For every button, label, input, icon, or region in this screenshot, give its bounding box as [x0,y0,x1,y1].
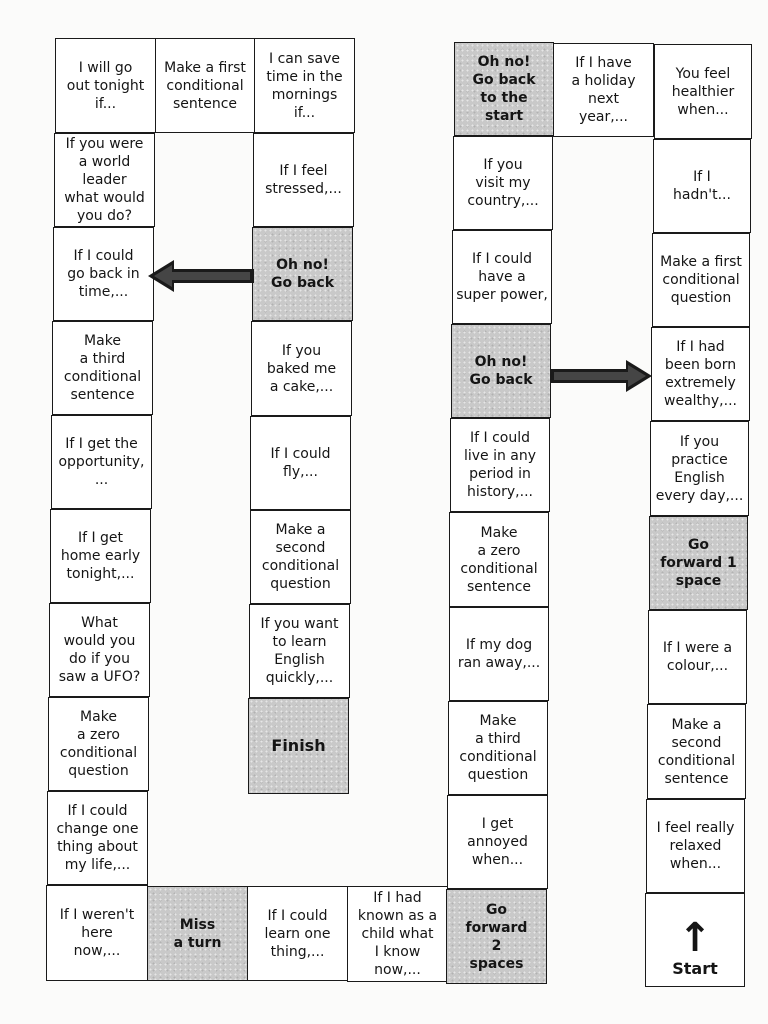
square-text: Go forward 2 spaces [465,901,528,972]
board-square-27[interactable] [553,43,654,137]
square-text: If I could fly,... [270,446,331,480]
square-text: You feel healthier when... [671,65,735,118]
board-square-14[interactable] [251,321,352,416]
square-text: What would you do if you saw a UFO? [58,615,141,685]
board-square-34[interactable] [647,704,746,799]
board-square-9[interactable] [47,791,148,885]
start-square[interactable] [645,893,745,987]
square-text: If I get the opportunity, ... [58,436,145,488]
square-text: I will go out tonight if... [66,59,145,112]
board-square-21[interactable] [452,230,552,324]
board-square-24[interactable] [449,607,549,701]
go-back-square-2[interactable] [451,324,551,418]
miss-a-turn-square[interactable] [147,886,248,981]
board-square-26[interactable] [447,795,548,889]
square-text: If my dog ran away,... [457,637,541,671]
go-back-to-start-square[interactable] [454,42,554,136]
square-text: Oh no! Go back [270,257,335,291]
board-square-31[interactable] [651,327,750,421]
go-forward-2-square[interactable] [446,889,547,984]
square-text: If I had known as a child what I know now,... [357,890,438,978]
board-square-8[interactable] [48,697,149,791]
board-square-3[interactable] [53,227,154,321]
board-square-12[interactable] [254,38,355,133]
square-text: I get annoyed when... [467,816,528,868]
square-text: If I could live in any period in history,... [463,430,537,500]
board-square-2[interactable] [54,133,155,227]
board-square-10[interactable] [46,885,148,981]
square-text: If you want to learn English quickly,... [260,616,339,686]
square-text: Go forward 1 space [660,537,737,589]
square-text: If I weren't here now,... [59,907,135,959]
board-square-28[interactable] [654,44,752,139]
square-text: Make a first conditional sentence [164,59,246,112]
square-text: Make a second conditional sentence [657,716,736,787]
go-forward-1-square[interactable] [649,516,748,610]
board-square-6[interactable] [50,509,151,603]
board-square-23[interactable] [449,512,549,607]
square-text: If you visit my country,... [467,157,539,209]
board-square-25[interactable] [448,701,548,795]
arrow-left-icon [146,258,256,294]
board-square-29[interactable] [653,139,751,233]
square-text: Make a zero conditional sentence [460,524,538,595]
board-square-33[interactable] [648,610,747,704]
board-square-1[interactable] [55,38,156,133]
square-text: If I could change one thing about my life,... [56,803,139,873]
square-text: Oh no! Go back to the start [472,54,536,124]
square-text: Make a third conditional sentence [63,333,142,403]
board-square-32[interactable] [650,421,749,516]
board-square-16[interactable] [250,510,351,604]
up-arrow-icon: ↑ [678,915,712,961]
square-text: If you practice English every day,... [655,433,744,504]
square-text: If I have a holiday next year,... [571,55,636,125]
board-square-18[interactable] [247,886,348,981]
board-square-17[interactable] [249,604,350,698]
board-square-22[interactable] [450,418,550,512]
board-square-35[interactable] [646,799,745,893]
board-square-5[interactable] [51,415,152,509]
square-text: If I were a colour,... [662,640,733,674]
board-square-4[interactable] [52,321,153,415]
square-text: If I could go back in time,... [67,248,140,300]
square-text: If I could learn one thing,... [264,907,331,960]
square-text: If I feel stressed,... [265,163,342,197]
board-square-7[interactable] [49,603,150,697]
square-text: Miss a turn [173,916,222,951]
board-square-20[interactable] [453,136,553,230]
board-square-11[interactable] [155,38,255,133]
square-text: If I get home early tonight,... [60,530,141,582]
square-text: I feel really relaxed when... [656,820,735,872]
go-back-square[interactable] [252,227,353,321]
square-text: I can save time in the mornings if... [266,50,343,121]
start-label: Start [672,959,718,978]
square-text: Make a third conditional question [459,713,537,783]
finish-square[interactable] [248,698,349,794]
finish-label: Finish [271,736,326,755]
square-text: Make a second conditional question [261,522,340,592]
arrow-right-icon [548,358,654,394]
square-text: If I had been born extremely wealthy,... [664,339,737,409]
board-square-13[interactable] [253,133,354,227]
square-text: Oh no! Go back [469,354,533,388]
square-text: If you baked me a cake,... [266,342,337,395]
square-text: If I hadn't... [673,169,731,203]
board-square-19[interactable] [347,886,448,982]
square-text: Make a first conditional question [660,254,742,306]
square-text: Make a zero conditional question [59,709,138,779]
square-text: If I could have a super power, [456,251,548,303]
board-square-30[interactable] [652,233,750,327]
board-square-15[interactable] [250,416,351,510]
square-text: If you were a world leader what would you do? [64,136,145,224]
